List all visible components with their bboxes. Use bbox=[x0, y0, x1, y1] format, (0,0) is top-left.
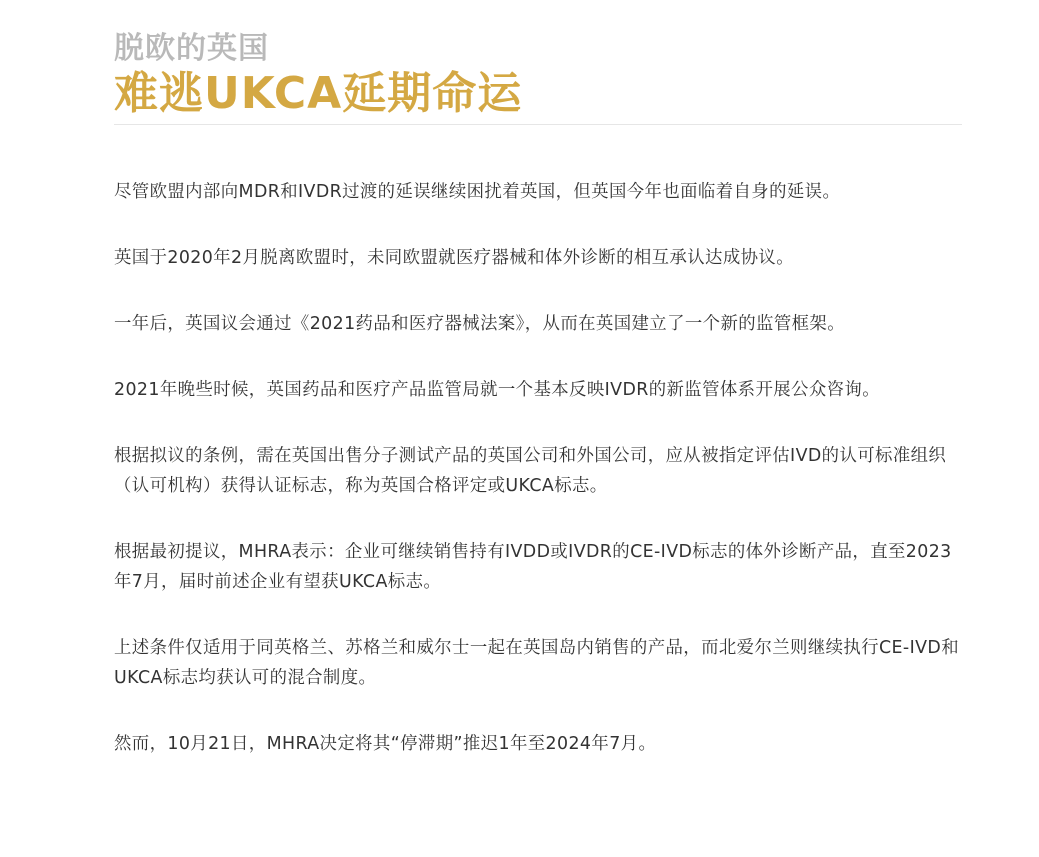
paragraph: 2021年晚些时候，英国药品和医疗产品监管局就一个基本反映IVDR的新监管体系开展公众咨询。 bbox=[114, 380, 881, 400]
paragraph: 上述条件仅适用于同英格兰、苏格兰和威尔士一起在英国岛内销售的产品，而北爱尔兰则继续执行CE-IVD和UKCA标志均获认可的混合制度。 bbox=[114, 638, 960, 688]
article-header bbox=[114, 30, 962, 125]
paragraph: 尽管欧盟内部向MDR和IVDR过渡的延误继续困扰着英国，但英国今年也面临着自身的延误。 bbox=[114, 182, 841, 202]
paragraph: 然而，10月21日，MHRA决定将其“停滞期”推迟1年至2024年7月。 bbox=[114, 734, 657, 754]
paragraph: 根据拟议的条例，需在英国出售分子测试产品的英国公司和外国公司，应从被指定评估IVD的认可标准组织（认可机构）获得认证标志，称为英国合格评定或UKCA标志。 bbox=[114, 446, 947, 496]
article bbox=[114, 30, 962, 795]
article-body bbox=[114, 177, 962, 759]
paragraph: 一年后，英国议会通过《2021药品和医疗器械法案》，从而在英国建立了一个新的监管框架。 bbox=[114, 314, 845, 334]
paragraph: 根据最初提议，MHRA表示：企业可继续销售持有IVDD或IVDR的CE-IVD标志的体外诊断产品，直至2023年7月，届时前述企业有望获UKCA标志。 bbox=[114, 542, 952, 592]
paragraph: 英国于2020年2月脱离欧盟时，未同欧盟就医疗器械和体外诊断的相互承认达成协议。 bbox=[114, 248, 794, 268]
article-subtitle: 脱欧的英国 bbox=[114, 31, 269, 66]
article-title: 难逃UKCA延期命运 bbox=[114, 68, 523, 119]
